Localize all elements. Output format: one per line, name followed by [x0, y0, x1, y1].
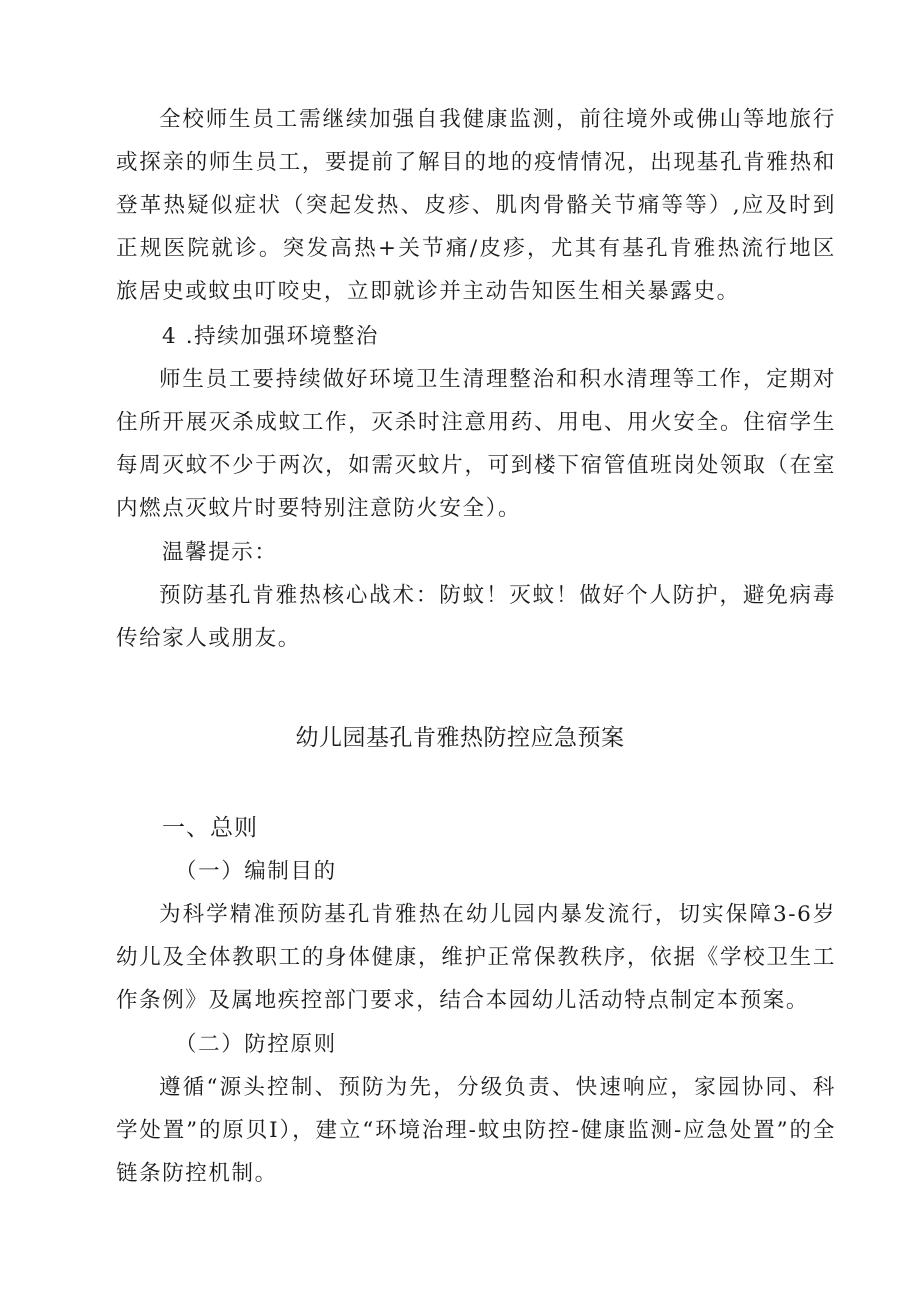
tip-paragraph: 预防基孔肯雅热核心战术：防蚊！灭蚊！做好个人防护，避免病毒传给家人或朋友。: [116, 583, 836, 651]
environment-section-heading: 4 .持续加强环境整治: [162, 324, 379, 349]
purpose-subheading: （一）编制目的: [175, 859, 337, 884]
principles-subheading: （二）防控原则: [175, 1032, 337, 1057]
health-monitoring-paragraph: 全校师生员工需继续加强自我健康监测，前往境外或佛山等地旅行或探亲的师生员工，要提前了解目的地的疫情情况，出现基孔肯雅热和登革热疑似症状（突起发热、皮疹、肌肉骨骼关节痛等等）,应及时到正规医院就诊。突发高热+关节痛/皮疹，尤其有基孔肯雅热流行地区旅居史或蚊虫叮咬史，立即就诊并主动告知医生相关暴露史。: [116, 107, 836, 304]
plan-title: 幼儿园基孔肯雅热防控应急预案: [295, 725, 625, 751]
tip-label: 温馨提示：: [162, 540, 278, 565]
purpose-paragraph: 为科学精准预防基孔肯雅热在幼儿园内暴发流行，切实保障3-6岁幼儿及全体教职工的身体健康，维护正常保教秩序，依据《学校卫生工作条例》及属地疾控部门要求，结合本园幼儿活动特点制定本预案。: [116, 902, 836, 1013]
section-general-heading: 一、总则: [162, 815, 258, 841]
principles-paragraph: 遵循“源头控制、预防为先，分级负责、快速响应，家园协同、科学处置”的原贝I），建立“环境治理-蚊虫防控-健康监测-应急处置”的全链条防控机制。: [116, 1075, 836, 1186]
environment-paragraph: 师生员工要持续做好环境卫生清理整治和积水清理等工作，定期对住所开展灭杀成蚊工作，灭杀时注意用药、用电、用火安全。住宿学生每周灭蚊不少于两次，如需灭蚊片，可到楼下宿管值班岗处领取（在室内燃点灭蚊片时要特别注意防火安全）。: [116, 367, 836, 521]
